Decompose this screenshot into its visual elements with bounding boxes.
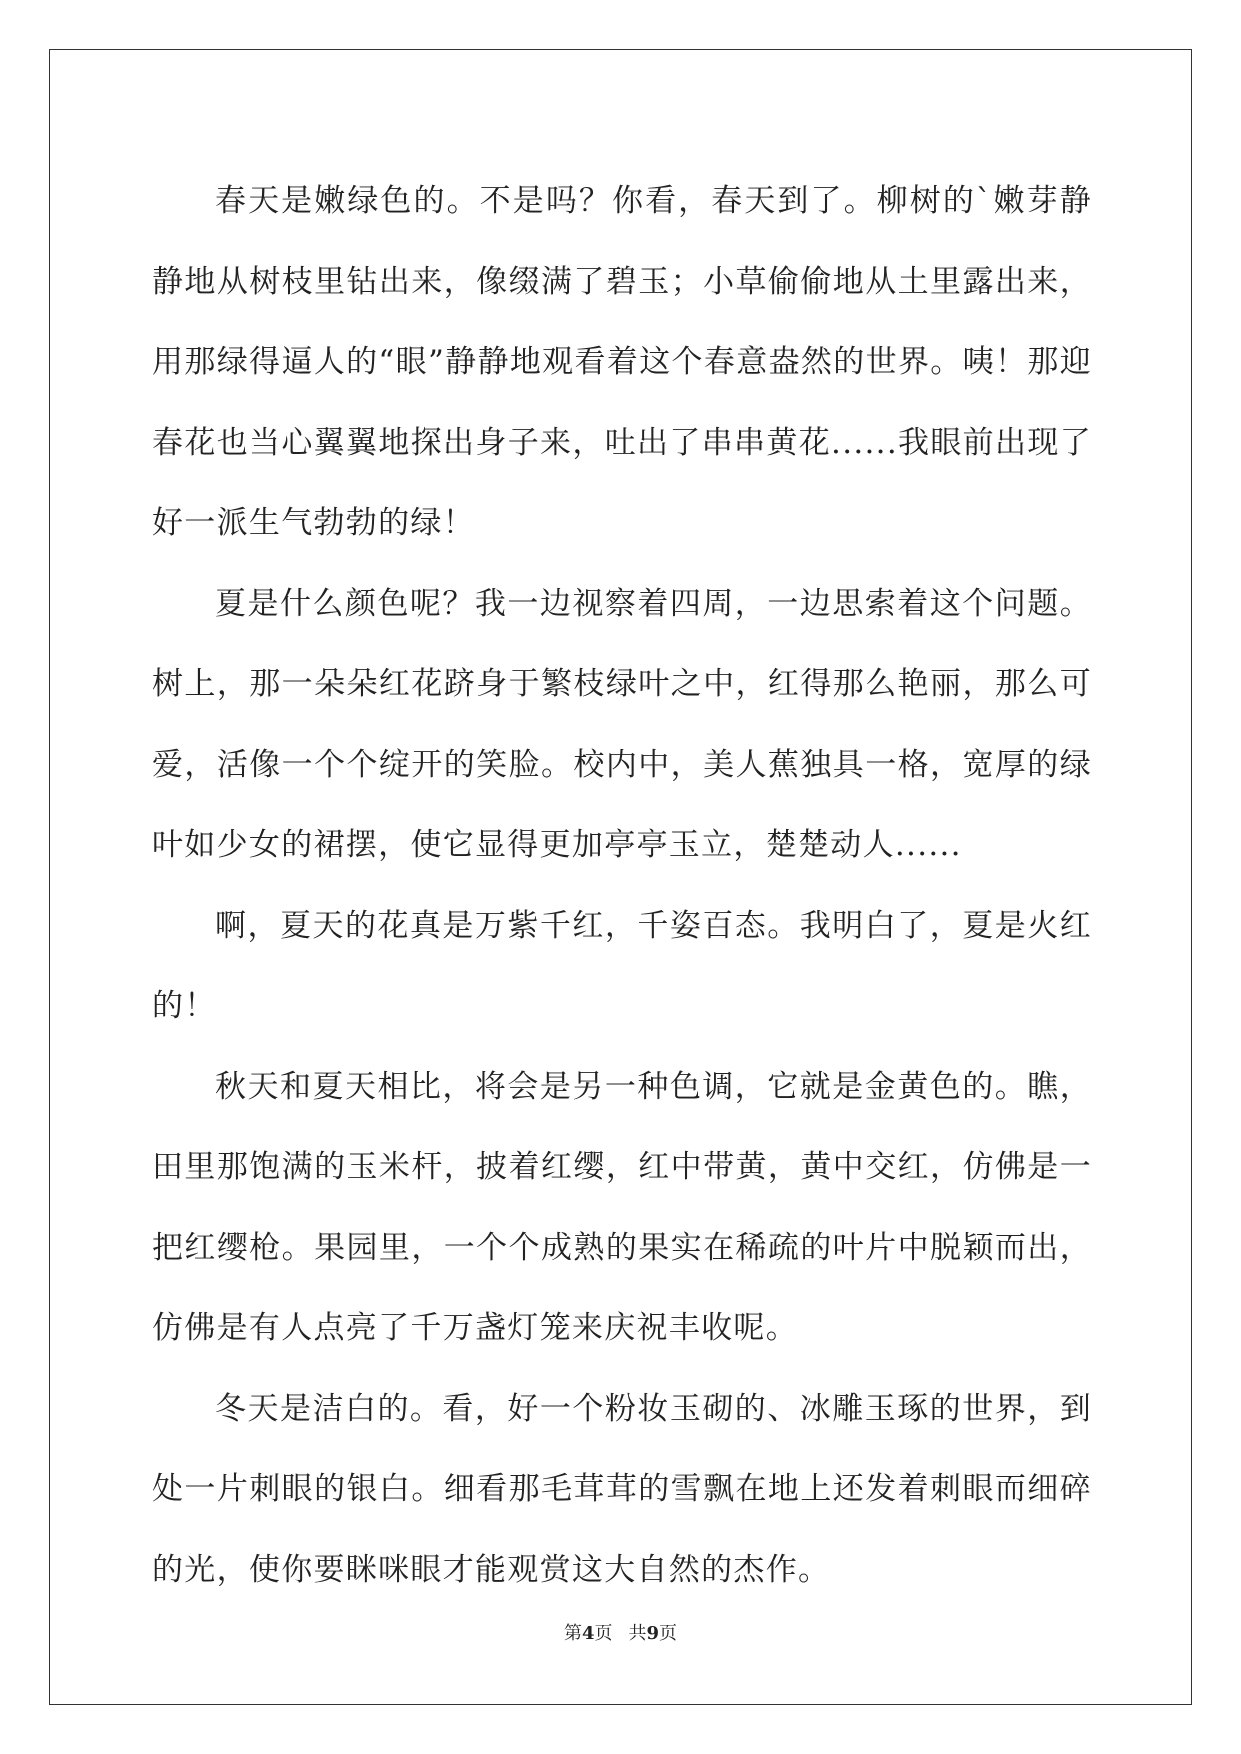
- document-body: [152, 161, 1092, 1610]
- total-pages-number: 9: [646, 1623, 660, 1644]
- footer-page-unit: 页: [594, 1623, 613, 1644]
- footer-total-prefix: 共: [628, 1623, 647, 1644]
- paragraph-summer-conclusion: 啊，夏天的花真是万紫千红，千姿百态。我明白了，夏是火红的！: [152, 907, 1092, 1024]
- paragraph-winter: 冬天是洁白的。看，好一个粉妆玉砌的、冰雕玉琢的世界，到处一片刺眼的银白。细看那毛茸茸的雪飘在地上还发着刺眼而细碎的光，使你要眯咪眼才能观赏这大自然的杰作。: [152, 1390, 1092, 1588]
- paragraph-autumn: 秋天和夏天相比，将会是另一种色调，它就是金黄色的。瞧，田里那饱满的玉米杆，披着红缨，红中带黄，黄中交红，仿佛是一把红缨枪。果园里，一个个成熟的果实在稀疏的叶片中脱颖而出，仿佛是有人点亮了千万盏灯笼来庆祝丰收呢。: [152, 1068, 1092, 1346]
- footer-prefix: 第: [563, 1623, 582, 1644]
- footer-total-unit: 页: [659, 1623, 678, 1644]
- page-footer: [0, 1622, 1241, 1646]
- paragraph-spring: 春天是嫩绿色的。不是吗？你看，春天到了。柳树的`嫩芽静静地从树枝里钻出来，像缀满了碧玉；小草偷偷地从土里露出来，用那绿得逼人的“眼”静静地观看着这个春意盎然的世界。咦！那迎春花也当心翼翼地探出身子来，吐出了串串黄花......我眼前出现了好一派生气勃勃的绿！: [152, 183, 1092, 541]
- current-page-number: 4: [581, 1623, 595, 1644]
- paragraph-summer: 夏是什么颜色呢？我一边视察着四周，一边思索着这个问题。树上，那一朵朵红花跻身于繁枝绿叶之中，红得那么艳丽，那么可爱，活像一个个绽开的笑脸。校内中，美人蕉独具一格，宽厚的绿叶如少女的裙摆，使它显得更加亭亭玉立，楚楚动人......: [152, 585, 1092, 863]
